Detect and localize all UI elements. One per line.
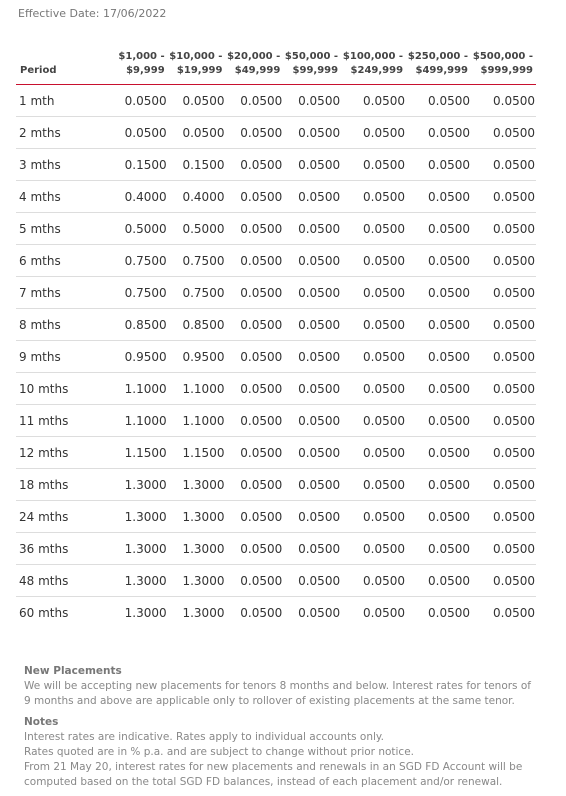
rate-cell: 0.0500 — [225, 437, 283, 469]
rate-cell: 1.1000 — [117, 373, 168, 405]
rate-cell: 0.0500 — [471, 85, 536, 117]
rate-cell: 0.0500 — [283, 245, 341, 277]
rate-cell: 0.0500 — [225, 277, 283, 309]
period-cell: 36 mths — [16, 533, 117, 565]
rate-cell: 0.0500 — [471, 181, 536, 213]
table-row — [16, 117, 536, 149]
rate-cell: 0.0500 — [225, 309, 283, 341]
period-cell: 11 mths — [16, 405, 117, 437]
table-row — [16, 533, 536, 565]
rate-cell: 0.0500 — [341, 565, 406, 597]
rate-cell: 0.0500 — [283, 149, 341, 181]
table-row — [16, 501, 536, 533]
rate-cell: 0.0500 — [493, 605, 535, 620]
rate-cell: 0.0500 — [225, 501, 283, 533]
column-header-line: $10,000 - — [169, 51, 223, 62]
column-header-line: $250,000 - — [407, 51, 468, 62]
rate-cell: 0.0500 — [341, 533, 406, 565]
rate-cell: 0.0500 — [168, 85, 226, 117]
table-body — [16, 85, 536, 629]
table-row — [16, 373, 536, 405]
rate-cell: 1.3000 — [168, 565, 226, 597]
table-row — [16, 149, 536, 181]
rate-cell: 0.0500 — [406, 405, 471, 437]
table-row — [16, 341, 536, 373]
period-cell: 5 mths — [16, 213, 117, 245]
column-header-line: $100,000 - — [342, 51, 404, 62]
rate-cell: 1.3000 — [168, 469, 226, 501]
column-header-line: $500,000 - — [472, 51, 533, 62]
rate-cell: 1.3000 — [117, 501, 168, 533]
fd-rates-table — [16, 50, 536, 628]
rate-cell: 0.0500 — [406, 85, 471, 117]
rate-cell: 0.0500 — [298, 605, 341, 620]
rate-cell: 0.0500 — [283, 405, 341, 437]
rate-cell: 0.0500 — [471, 309, 536, 341]
table-row — [16, 565, 536, 597]
rate-cell: 0.0500 — [283, 469, 341, 501]
rate-cell: 0.0500 — [471, 533, 536, 565]
rate-cell: 0.0500 — [225, 341, 283, 373]
rate-cell: 0.0500 — [283, 437, 341, 469]
notes-section — [24, 664, 534, 796]
rate-cell: 0.0500 — [406, 213, 471, 245]
rate-cell: 0.0500 — [406, 437, 471, 469]
rate-cell: 0.7500 — [117, 245, 168, 277]
rate-cell: 0.0500 — [225, 533, 283, 565]
rate-cell: 0.0500 — [225, 373, 283, 405]
rate-cell: 0.0500 — [225, 565, 283, 597]
rate-cell: 0.0500 — [471, 405, 536, 437]
rate-cell: 0.0500 — [406, 277, 471, 309]
table-row — [16, 277, 536, 309]
rate-cell: 0.0500 — [283, 501, 341, 533]
rate-cell: 1.1000 — [168, 405, 226, 437]
rate-cell: 0.0500 — [225, 245, 283, 277]
column-header — [168, 50, 226, 85]
rate-cell: 0.0500 — [341, 213, 406, 245]
rate-cell: 1.3000 — [117, 565, 168, 597]
rate-cell: 0.9500 — [168, 341, 226, 373]
rate-cell: 0.0500 — [471, 149, 536, 181]
rate-cell: 0.0500 — [471, 469, 536, 501]
rate-cell: 0.0500 — [240, 605, 283, 620]
rate-cell: 0.0500 — [117, 85, 168, 117]
rate-cell: 0.0500 — [471, 341, 536, 373]
table-header-row — [16, 50, 536, 85]
rate-cell: 1.1500 — [168, 437, 226, 469]
column-header-line: $99,999 — [292, 65, 339, 76]
rate-cell: 0.1500 — [117, 149, 168, 181]
rate-cell: 0.0500 — [283, 181, 341, 213]
rate-cell: 0.0500 — [341, 149, 406, 181]
column-header-line: $1,000 - — [118, 51, 165, 62]
rate-cell: 1.3000 — [168, 533, 226, 565]
rate-cell: 0.7500 — [168, 245, 226, 277]
rate-cell: 1.3000 — [117, 469, 168, 501]
rate-cell: 0.0500 — [341, 469, 406, 501]
rate-cell: 1.3000 — [168, 501, 226, 533]
period-cell: 18 mths — [16, 469, 117, 501]
rate-cell: 0.0500 — [341, 341, 406, 373]
period-cell: 8 mths — [16, 309, 117, 341]
rate-cell: 0.0500 — [406, 469, 471, 501]
rate-cell: 0.0500 — [406, 309, 471, 341]
rate-cell: 1.1000 — [168, 373, 226, 405]
rate-cell: 1.3000 — [124, 605, 167, 620]
period-cell: 10 mths — [16, 373, 117, 405]
rate-cell: 1.1000 — [117, 405, 168, 437]
table-row — [16, 213, 536, 245]
rate-cell: 0.5000 — [117, 213, 168, 245]
rate-cell: 0.7500 — [168, 277, 226, 309]
table-row — [16, 469, 536, 501]
note-line: Rates quoted are in % p.a. and are subject to change without prior notice. — [24, 746, 414, 758]
rate-cell: 0.8500 — [117, 309, 168, 341]
column-header — [341, 50, 406, 85]
column-header-line: $20,000 - — [227, 51, 281, 62]
rate-cell: 0.4000 — [168, 181, 226, 213]
rate-cell: 0.0500 — [225, 469, 283, 501]
effective-date: Effective Date: 17/06/2022 — [18, 7, 167, 20]
rate-cell: 0.0500 — [283, 309, 341, 341]
rate-cell: 0.0500 — [406, 245, 471, 277]
column-header — [406, 50, 471, 85]
table-row — [16, 437, 536, 469]
column-header-line: $19,999 — [176, 65, 223, 76]
rate-cell: 0.0500 — [471, 437, 536, 469]
rate-cell: 1.1500 — [117, 437, 168, 469]
rate-cell: 0.0500 — [471, 277, 536, 309]
column-header — [225, 50, 283, 85]
table-row — [16, 181, 536, 213]
column-header — [283, 50, 341, 85]
rate-cell: 0.5000 — [168, 213, 226, 245]
rate-cell: 0.0500 — [283, 85, 341, 117]
table-row — [16, 405, 536, 437]
column-header-line: $49,999 — [234, 65, 281, 76]
table-row — [16, 245, 536, 277]
rate-cell: 0.0500 — [341, 245, 406, 277]
rate-cell: 0.0500 — [341, 117, 406, 149]
rate-cell: 0.0500 — [471, 213, 536, 245]
rate-cell: 1.3000 — [117, 533, 168, 565]
column-header-line: $499,999 — [415, 65, 468, 76]
period-cell: 3 mths — [16, 149, 117, 181]
period-cell: 9 mths — [16, 341, 117, 373]
column-header — [117, 50, 168, 85]
rate-cell: 0.0500 — [225, 181, 283, 213]
period-cell: 6 mths — [16, 245, 117, 277]
rate-cell: 0.0500 — [341, 181, 406, 213]
rate-cell: 0.0500 — [341, 437, 406, 469]
table-row — [16, 309, 536, 341]
rate-cell: 0.0500 — [225, 117, 283, 149]
rate-cell: 0.0500 — [471, 245, 536, 277]
rate-cell: 0.0500 — [471, 565, 536, 597]
rate-cell: 0.0500 — [225, 149, 283, 181]
notes-block — [24, 715, 534, 790]
rate-cell: 0.0500 — [341, 373, 406, 405]
column-header-line: $9,999 — [126, 65, 165, 76]
rate-cell: 0.9500 — [117, 341, 168, 373]
rate-cell: 0.0500 — [341, 277, 406, 309]
rate-cell: 0.0500 — [406, 533, 471, 565]
column-header-line: $999,999 — [480, 65, 533, 76]
period-cell: 4 mths — [16, 181, 117, 213]
period-cell: 24 mths — [16, 501, 117, 533]
rate-cell: 0.0500 — [363, 605, 406, 620]
period-cell: 7 mths — [16, 277, 117, 309]
rate-cell: 0.0500 — [225, 405, 283, 437]
notes-title: Notes — [24, 716, 59, 728]
period-cell: 12 mths — [16, 437, 117, 469]
rate-cell: 0.0500 — [341, 501, 406, 533]
rate-cell: 0.1500 — [168, 149, 226, 181]
rate-cell: 0.0500 — [283, 341, 341, 373]
rate-cell: 0.0500 — [283, 565, 341, 597]
note-line: From 21 May 20, interest rates for new placements and renewals in an SGD FD Account will be computed based on the total SGD FD balances, instead of each placement and/or renewal. — [24, 761, 523, 788]
period-cell: 1 mth — [16, 85, 117, 117]
rate-cell: 0.0500 — [168, 117, 226, 149]
rate-cell: 0.8500 — [168, 309, 226, 341]
rate-cell: 0.7500 — [117, 277, 168, 309]
rate-cell: 0.0500 — [406, 373, 471, 405]
period-cell: 2 mths — [16, 117, 117, 149]
rate-cell: 0.0500 — [283, 117, 341, 149]
rate-cell: 0.0500 — [406, 341, 471, 373]
rate-cell: 0.0500 — [428, 605, 470, 620]
rate-cell: 0.0500 — [406, 117, 471, 149]
rate-cell: 0.0500 — [225, 213, 283, 245]
period-cell: 48 mths — [16, 565, 117, 597]
rate-cell: 0.0500 — [341, 309, 406, 341]
rate-cell: 0.0500 — [341, 85, 406, 117]
rate-cell: 0.0500 — [406, 565, 471, 597]
rate-cell: 0.4000 — [117, 181, 168, 213]
rate-cell: 0.0500 — [341, 405, 406, 437]
column-header-line: $50,000 - — [284, 51, 339, 62]
rate-cell: 0.0500 — [283, 277, 341, 309]
new-placements-block — [24, 664, 534, 709]
rate-cell: 0.0500 — [283, 533, 341, 565]
rate-cell: 0.0500 — [406, 501, 471, 533]
note-line: Interest rates are indicative. Rates apply to individual accounts only. — [24, 731, 384, 743]
rate-cell: 0.0500 — [471, 501, 536, 533]
rate-cell: 0.0500 — [283, 213, 341, 245]
column-header — [471, 50, 536, 85]
table-row — [16, 85, 536, 117]
rate-cell: 0.0500 — [283, 373, 341, 405]
rate-cell: 0.0500 — [471, 373, 536, 405]
rate-cell: 0.0500 — [117, 117, 168, 149]
rate-cell: 0.0500 — [225, 85, 283, 117]
new-placements-title: New Placements — [24, 665, 122, 677]
rate-cell: 0.0500 — [406, 149, 471, 181]
rate-cell: 1.3000 — [182, 605, 225, 620]
rate-cell: 0.0500 — [471, 117, 536, 149]
rate-cell: 0.0500 — [406, 181, 471, 213]
period-cell: 60 mths — [19, 605, 69, 620]
column-header-line: $249,999 — [350, 65, 404, 76]
new-placements-text: We will be accepting new placements for tenors 8 months and below. Interest rates for tenors of 9 months and above are applicable only to rollover of existing placements at the same tenor. — [24, 680, 531, 707]
period-column-header: Period — [16, 50, 117, 85]
table-row — [16, 597, 536, 629]
